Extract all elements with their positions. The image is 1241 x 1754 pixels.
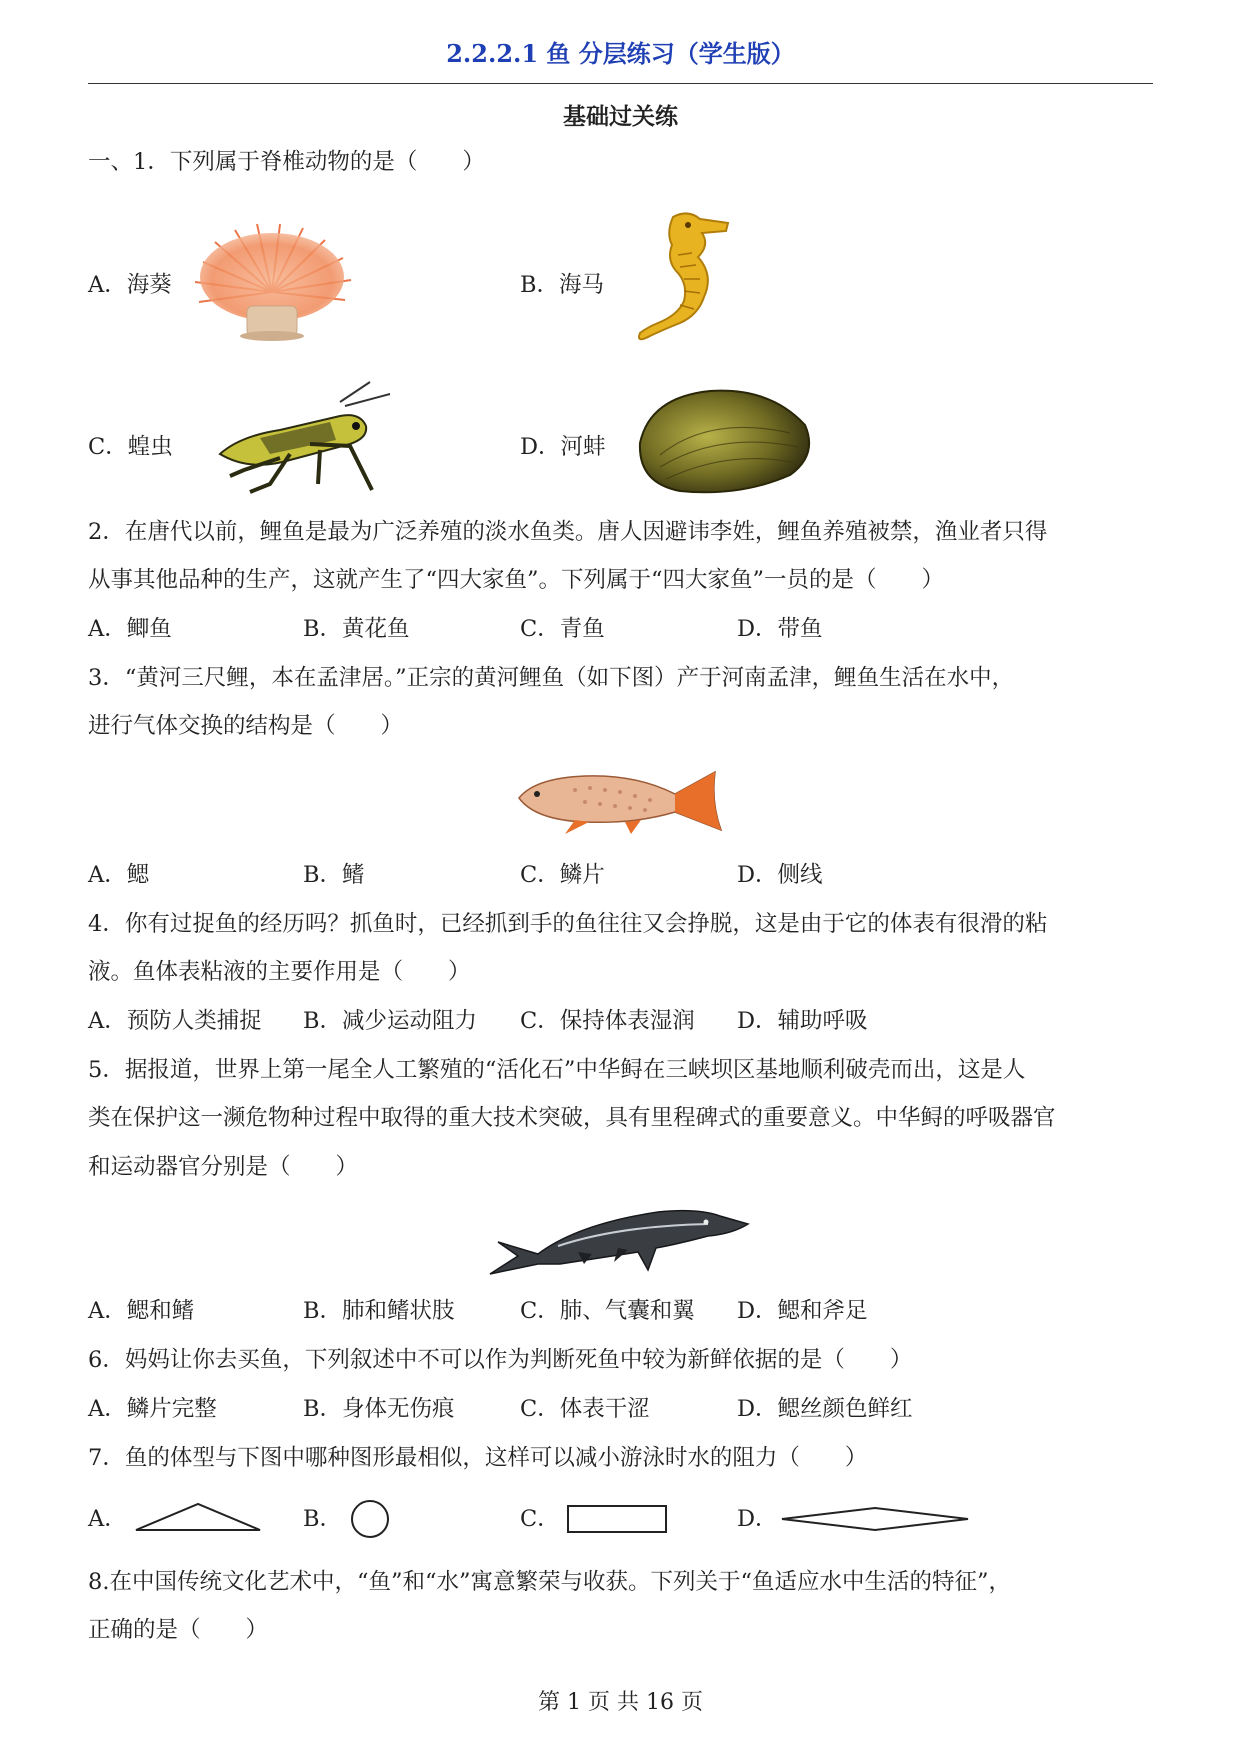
question-7-stem: 7．鱼的体型与下图中哪种图形最相似，这样可以减小游泳时水的阻力（ ）	[88, 1445, 868, 1471]
q5-option-d: D．鳃和斧足	[737, 1298, 868, 1324]
question-5-line-3: 和运动器官分别是（ ）	[88, 1154, 359, 1180]
seahorse-image	[618, 205, 753, 350]
q7-option-c: C．	[520, 1506, 560, 1532]
carp-image	[515, 768, 725, 836]
q1-option-c: C．蝗虫	[88, 434, 173, 460]
q5-option-b: B．肺和鳍状肢	[303, 1298, 455, 1324]
document-title: 2.2.2.1 鱼 分层练习（学生版）	[446, 39, 795, 68]
page-number: 第 1 页 共 16 页	[538, 1690, 703, 1715]
question-4-line-2: 液。鱼体表粘液的主要作用是（ ）	[88, 959, 471, 985]
q6-option-d: D．鳃丝颜色鲜红	[737, 1396, 913, 1422]
question-5-line-2: 类在保护这一濒危物种过程中取得的重大技术突破，具有里程碑式的重要意义。中华鲟的呼吸器官	[88, 1105, 1056, 1131]
q5-option-a: A．鳃和鳍	[88, 1298, 195, 1324]
q1-option-b: B．海马	[520, 272, 605, 298]
sea-anemone-image	[185, 222, 360, 342]
q7-option-a: A．	[88, 1506, 127, 1532]
question-2-line-2: 从事其他品种的生产，这就产生了“四大家鱼”。下列属于“四大家鱼”一员的是（ ）	[88, 567, 945, 593]
circle-shape	[348, 1497, 392, 1541]
q2-option-b: B．黄花鱼	[303, 616, 410, 642]
q7-option-b: B．	[303, 1506, 343, 1532]
question-2-line-1: 2．在唐代以前，鲤鱼是最为广泛养殖的淡水鱼类。唐人因避讳李姓，鲤鱼养殖被禁，渔业者只得	[88, 519, 1048, 545]
triangle-shape	[132, 1498, 264, 1534]
q3-option-d: D．侧线	[737, 862, 823, 888]
title-divider	[88, 83, 1153, 84]
q4-option-a: A．预防人类捕捉	[88, 1008, 262, 1034]
q4-option-c: C．保持体表湿润	[520, 1008, 695, 1034]
question-3-line-2: 进行气体交换的结构是（ ）	[88, 713, 404, 739]
q5-option-c: C．肺、气囊和翼	[520, 1298, 695, 1324]
locust-image	[200, 380, 395, 505]
question-3-line-1: 3．“黄河三尺鲤，本在孟津居。”正宗的黄河鲤鱼（如下图）产于河南孟津，鲤鱼生活在水中，	[88, 665, 1015, 691]
question-8-line-2: 正确的是（ ）	[88, 1617, 269, 1643]
river-mussel-image	[630, 385, 820, 500]
q2-option-c: C．青鱼	[520, 616, 605, 642]
q3-option-a: A．鳃	[88, 862, 150, 888]
q1-option-d: D．河蚌	[520, 434, 606, 460]
q3-option-b: B．鳍	[303, 862, 365, 888]
q1-option-a: A．海葵	[88, 272, 172, 298]
question-1-stem: 一、1．下列属于脊椎动物的是（ ）	[88, 149, 485, 175]
section-title: 基础过关练	[563, 103, 678, 130]
q2-option-a: A．鲫鱼	[88, 616, 172, 642]
q3-option-c: C．鳞片	[520, 862, 605, 888]
q6-option-c: C．体表干涩	[520, 1396, 650, 1422]
question-4-line-1: 4．你有过捉鱼的经历吗？抓鱼时，已经抓到手的鱼往往又会挣脱，这是由于它的体表有很滑的粘	[88, 911, 1048, 937]
rhombus-shape	[780, 1505, 970, 1533]
q7-option-d: D．	[737, 1506, 778, 1532]
rectangle-shape	[566, 1503, 668, 1535]
question-6-stem: 6．妈妈让你去买鱼，下列叙述中不可以作为判断死鱼中较为新鲜依据的是（ ）	[88, 1347, 913, 1373]
q4-option-d: D．辅助呼吸	[737, 1008, 868, 1034]
q6-option-b: B．身体无伤痕	[303, 1396, 455, 1422]
q6-option-a: A．鳞片完整	[88, 1396, 217, 1422]
sturgeon-image	[488, 1200, 750, 1282]
q4-option-b: B．减少运动阻力	[303, 1008, 478, 1034]
question-8-line-1: 8.在中国传统文化艺术中，“鱼”和“水”寓意繁荣与收获。下列关于“鱼适应水中生活的特征”，	[88, 1569, 1011, 1595]
question-5-line-1: 5．据报道，世界上第一尾全人工繁殖的“活化石”中华鲟在三峡坝区基地顺利破壳而出，这是人	[88, 1057, 1026, 1083]
q2-option-d: D．带鱼	[737, 616, 823, 642]
